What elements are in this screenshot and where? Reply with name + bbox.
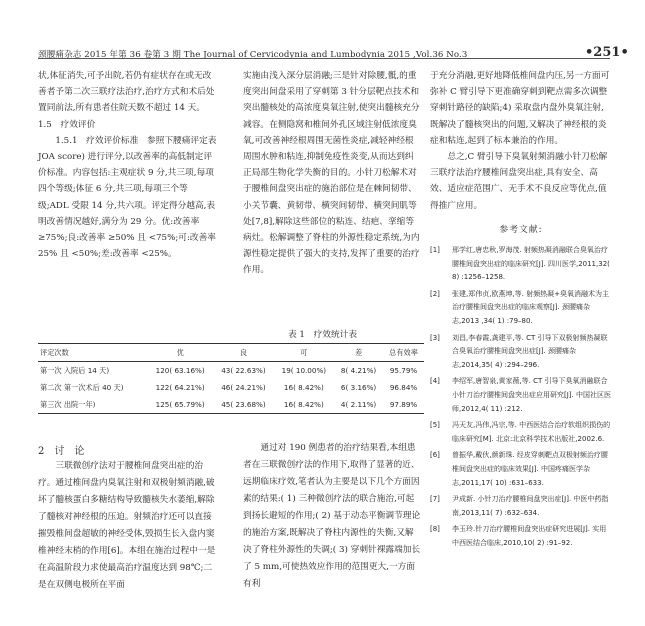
discussion-column-1 — [38, 458, 218, 594]
table-cell: 第二次 第一次术后 40 天) — [40, 382, 124, 392]
table-cell: 120( 63.16%) — [155, 366, 205, 375]
continuation-paragraph: 状,体征消失,可予出院,若仍有症状存在或无改善者予第二次三联疗法治疗,治疗方式和术后处置同前法,所有患者住院天数不超过 14 天。 — [38, 71, 215, 114]
reference-item: [6] 曾振华,戴伙,颜新珠. 经皮穿刺靶点双极射频治疗腰椎间盘突出症的临床效果[J]. 中国疼痛医学杂志,2011,17( 10) :631–633. — [430, 451, 608, 487]
table-header-cell: 优 — [147, 344, 213, 362]
table-header-cell: 总有效率 — [383, 344, 424, 362]
column-2-paragraph: 实施由浅入深分层消融;三是针对除腰,骶,的重度突出间盘采用了穿刺第 3 针分层靶点技术和突出髓核处的高浓度臭氧注射,使突出髓核充分减容。在侧隐窝和椎间外孔区域注射低浓度臭氧,可改善神经根周围无菌性炎症,减轻神经根周围水肿和粘连,抑制免疫性炎变,从而达到纠正局部生物化学失衡的目的。小针刀松解术对于腰椎间盘突出症的施治部位是在棘间韧带、小关节囊、黄韧带、横突间韧带、横突间肌等处[7,8],解除这些部位的粘连、结疤、挛缩等病灶。松解调整了脊柱的外源性稳定系统,为内源性稳定提供了强大的支持,发挥了重要的治疗作用。 — [243, 71, 420, 276]
table-cell: 4( 2.11%) — [334, 396, 383, 414]
discussion-column-2 — [243, 440, 421, 593]
reference-item: [8] 李玉玲.针刀治疗腰椎间盘突出症研究进展[J]. 实用中西医结合临床,2010,10( 2) :91–92. — [430, 525, 607, 547]
table-cell: 96.84% — [389, 383, 418, 392]
header-rule — [38, 58, 610, 59]
table-header-row — [38, 344, 424, 362]
table-row — [38, 396, 424, 414]
reference-list — [430, 244, 612, 550]
table-row — [38, 362, 424, 380]
table-header-cell: 良 — [213, 344, 273, 362]
table-cell: 97.89% — [383, 396, 424, 414]
reference-item: [3] 刘昌,李春霞,龚建平,等. CT 引导下双极射频热凝联合臭氧治疗腰椎间盘突出症[J]. 颈腰痛杂志,2014,35( 4) :294–296. — [430, 333, 608, 369]
reference-item: [5] 冯天友,冯伟,冯宗,等. 中西医结合治疗软组织损伤的临床研究[M]. 北京:北京科学技术出版社,2002.6. — [430, 421, 611, 443]
table-header-cell: 差 — [334, 344, 383, 362]
table-cell: 19( 10.00%) — [281, 366, 327, 375]
table-title: 表 1 疗效统计表 — [287, 330, 358, 340]
column-3 — [430, 68, 612, 554]
section-1-5-1-paragraph: 1.5.1 疗效评价标准 参照下腰痛评定表 JOA score) 进行评分,以改善率的高低制定评价标准。内容包括:主观症状 9 分,共三项,每项四个等级;体征 6 分,共三项,每项三个等级;ADL 受限 14 分,共六项。评定得分越高,表明改善情况越好,满分为 29 分。优:改善率 ≥75%;良:改善率 ≥50% 且 <75%;可:改善率 25% 且 <50%;差:改善率 <25%。 — [38, 135, 217, 260]
table-row — [38, 379, 424, 396]
table-header-cell: 可 — [274, 344, 334, 362]
section-1-5-heading: 1.5 疗效评价 — [38, 119, 96, 130]
table-header-cell: 评定次数 — [38, 344, 147, 362]
journal-header: 颈腰痛杂志 2015 年第 36 卷第 3 期 The Journal of Cervicodynia and Lumbodynia 2015 ,Vol.36 No.3 — [38, 50, 468, 60]
table-cell: 45( 23.68%) — [213, 396, 273, 414]
table-cell: 95.79% — [389, 366, 418, 375]
table-cell: 第三次 出院一年) — [38, 396, 147, 414]
page-number: •251• — [585, 45, 629, 60]
table-cell: 第一次 入院后 14 天) — [40, 365, 110, 375]
references-title: 参考文献: — [499, 224, 543, 235]
table-cell: 16( 8.42%) — [283, 383, 324, 392]
conclusion-paragraph: 总之,C 臂引导下臭氧射频消融小针刀松解三联疗法治疗腰椎间盘突出症,具有安全、高效、适应症范围广、无手术不良反应等优点,值得推广应用。 — [430, 152, 608, 211]
column-1 — [38, 68, 218, 262]
column-2 — [243, 68, 421, 279]
table-cell: 46( 24.21%) — [221, 383, 266, 392]
reference-item: [2] 张建,郑伟贞,欧燕坤,等. 射频热凝+臭氧消融术为主治疗腰椎间盘突出症的临床观察[J]. 颈腰痛杂志,2013 ,34( 1) :79–80. — [430, 289, 609, 325]
reference-item: [4] 李绍军,唐智泉,黄家薇,等. CT 引导下臭氧消融联合小针刀治疗腰椎间盘突出症应用研究[J]. 中国社区医师,2012,4( 11) :212. — [430, 377, 611, 413]
table-cell: 43( 22.63%) — [221, 366, 266, 375]
efficacy-table — [38, 343, 424, 414]
table-cell: 16( 8.42%) — [274, 396, 334, 414]
table-cell: 125( 65.79%) — [147, 396, 213, 414]
column-3-paragraph: 于充分消融,更好地降低椎间盘内压,另一方面可弥补 C 臂引导下更准确穿刺到靶点需多次调整穿刺针路径的缺陷;4) 采取盘内盘外臭氧注射,既解决了髓核突出的问题,又解决了神经根的炎症和粘连,起到了标本兼治的作用。 — [430, 71, 610, 146]
discussion-paragraph-2: 通过对 190 例患者的治疗结果看,本组患者在三联微创疗法的作用下,取得了显著的近、远期临床疗效,笔者认为主要是以下几个方面因素的结果:( 1) 三种微创疗法的联合施治,可起到扬长避短的作用;( 2) 基于动态平衡调节理论的施治方案,既解决了脊柱内源性的失衡,又解决了脊柱外源性的失调;( 3) 穿刺针裸露端加长了 5 mm,可使热效应作用的范围更大,一方面有利 — [243, 443, 421, 589]
reference-item: [1] 邢学红,唐忠秋,罗海茂. 射频热凝消融联合臭氧治疗腰椎间盘突出症的临床研究[J]. 四川医学,2011,32( 8) :1256–1258. — [430, 246, 610, 282]
table-cell: 6( 3.16%) — [340, 383, 377, 392]
reference-item: [7] 尹成新. 小针刀治疗腰椎间盘突出症[J]. 中医中药指南,2013,11( 7) :632–634. — [430, 495, 609, 517]
table-cell: 8( 4.21%) — [340, 366, 377, 375]
section-2-heading: 2 讨 论 — [38, 446, 85, 457]
discussion-paragraph-1: 三联微创疗法对于腰椎间盘突出症的治疗。通过椎间盘内臭氧注射和双极射频消融,破坏了髓核蛋白多糖结构导致髓核失水萎缩,解除了髓核对神经根的压迫。射频治疗还可以直接摧毁椎间盘超敏的神经受体,毁损生长入盘内窦椎神经末梢的作用[6]。本组在施治过程中一是在高温阶段力求使最高治疗温度达到 98℃;二是在双侧电极所在平面 — [38, 461, 216, 590]
table-cell: 122( 64.21%) — [155, 383, 205, 392]
